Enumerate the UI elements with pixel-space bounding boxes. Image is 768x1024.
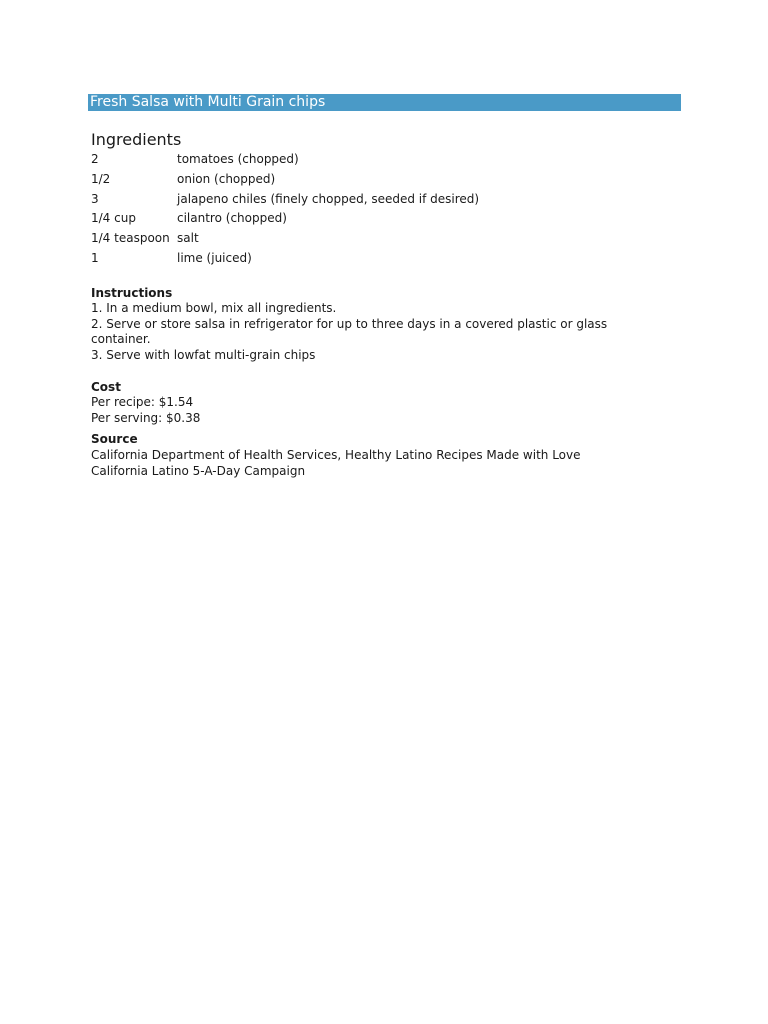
ingredient-quantity: 1/4 teaspoon [91,231,170,245]
ingredient-quantity: 3 [91,192,99,206]
cost-per-serving: Per serving: $0.38 [91,411,201,425]
instruction-line: 2. Serve or store salsa in refrigerator for up to three days in a covered plastic or glass [91,317,608,331]
instructions-heading: Instructions [91,286,173,300]
ingredient-quantity: 1/2 [91,172,111,186]
ingredient-name: salt [177,231,199,245]
recipe-title-bar [88,94,681,111]
instruction-line: container. [91,332,151,346]
source-line: California Latino 5-A-Day Campaign [91,464,306,478]
ingredient-name: lime (juiced) [177,251,252,265]
recipe-title: Fresh Salsa with Multi Grain chips [90,94,326,110]
cost-per-recipe: Per recipe: $1.54 [91,395,194,409]
ingredient-quantity: 1 [91,251,99,265]
cost-heading: Cost [91,380,121,394]
ingredient-name: jalapeno chiles (finely chopped, seeded if desired) [177,192,480,206]
source-line: California Department of Health Services, Healthy Latino Recipes Made with Love [91,448,581,462]
ingredient-quantity: 1/4 cup [91,211,136,225]
ingredient-name: onion (chopped) [177,172,276,186]
ingredient-quantity: 2 [91,152,99,166]
ingredients-heading: Ingredients [91,130,182,149]
instruction-line: 3. Serve with lowfat multi-grain chips [91,348,316,362]
ingredient-name: tomatoes (chopped) [177,152,299,166]
source-heading: Source [91,432,138,446]
ingredient-name: cilantro (chopped) [177,211,287,225]
instruction-line: 1. In a medium bowl, mix all ingredients. [91,301,337,315]
